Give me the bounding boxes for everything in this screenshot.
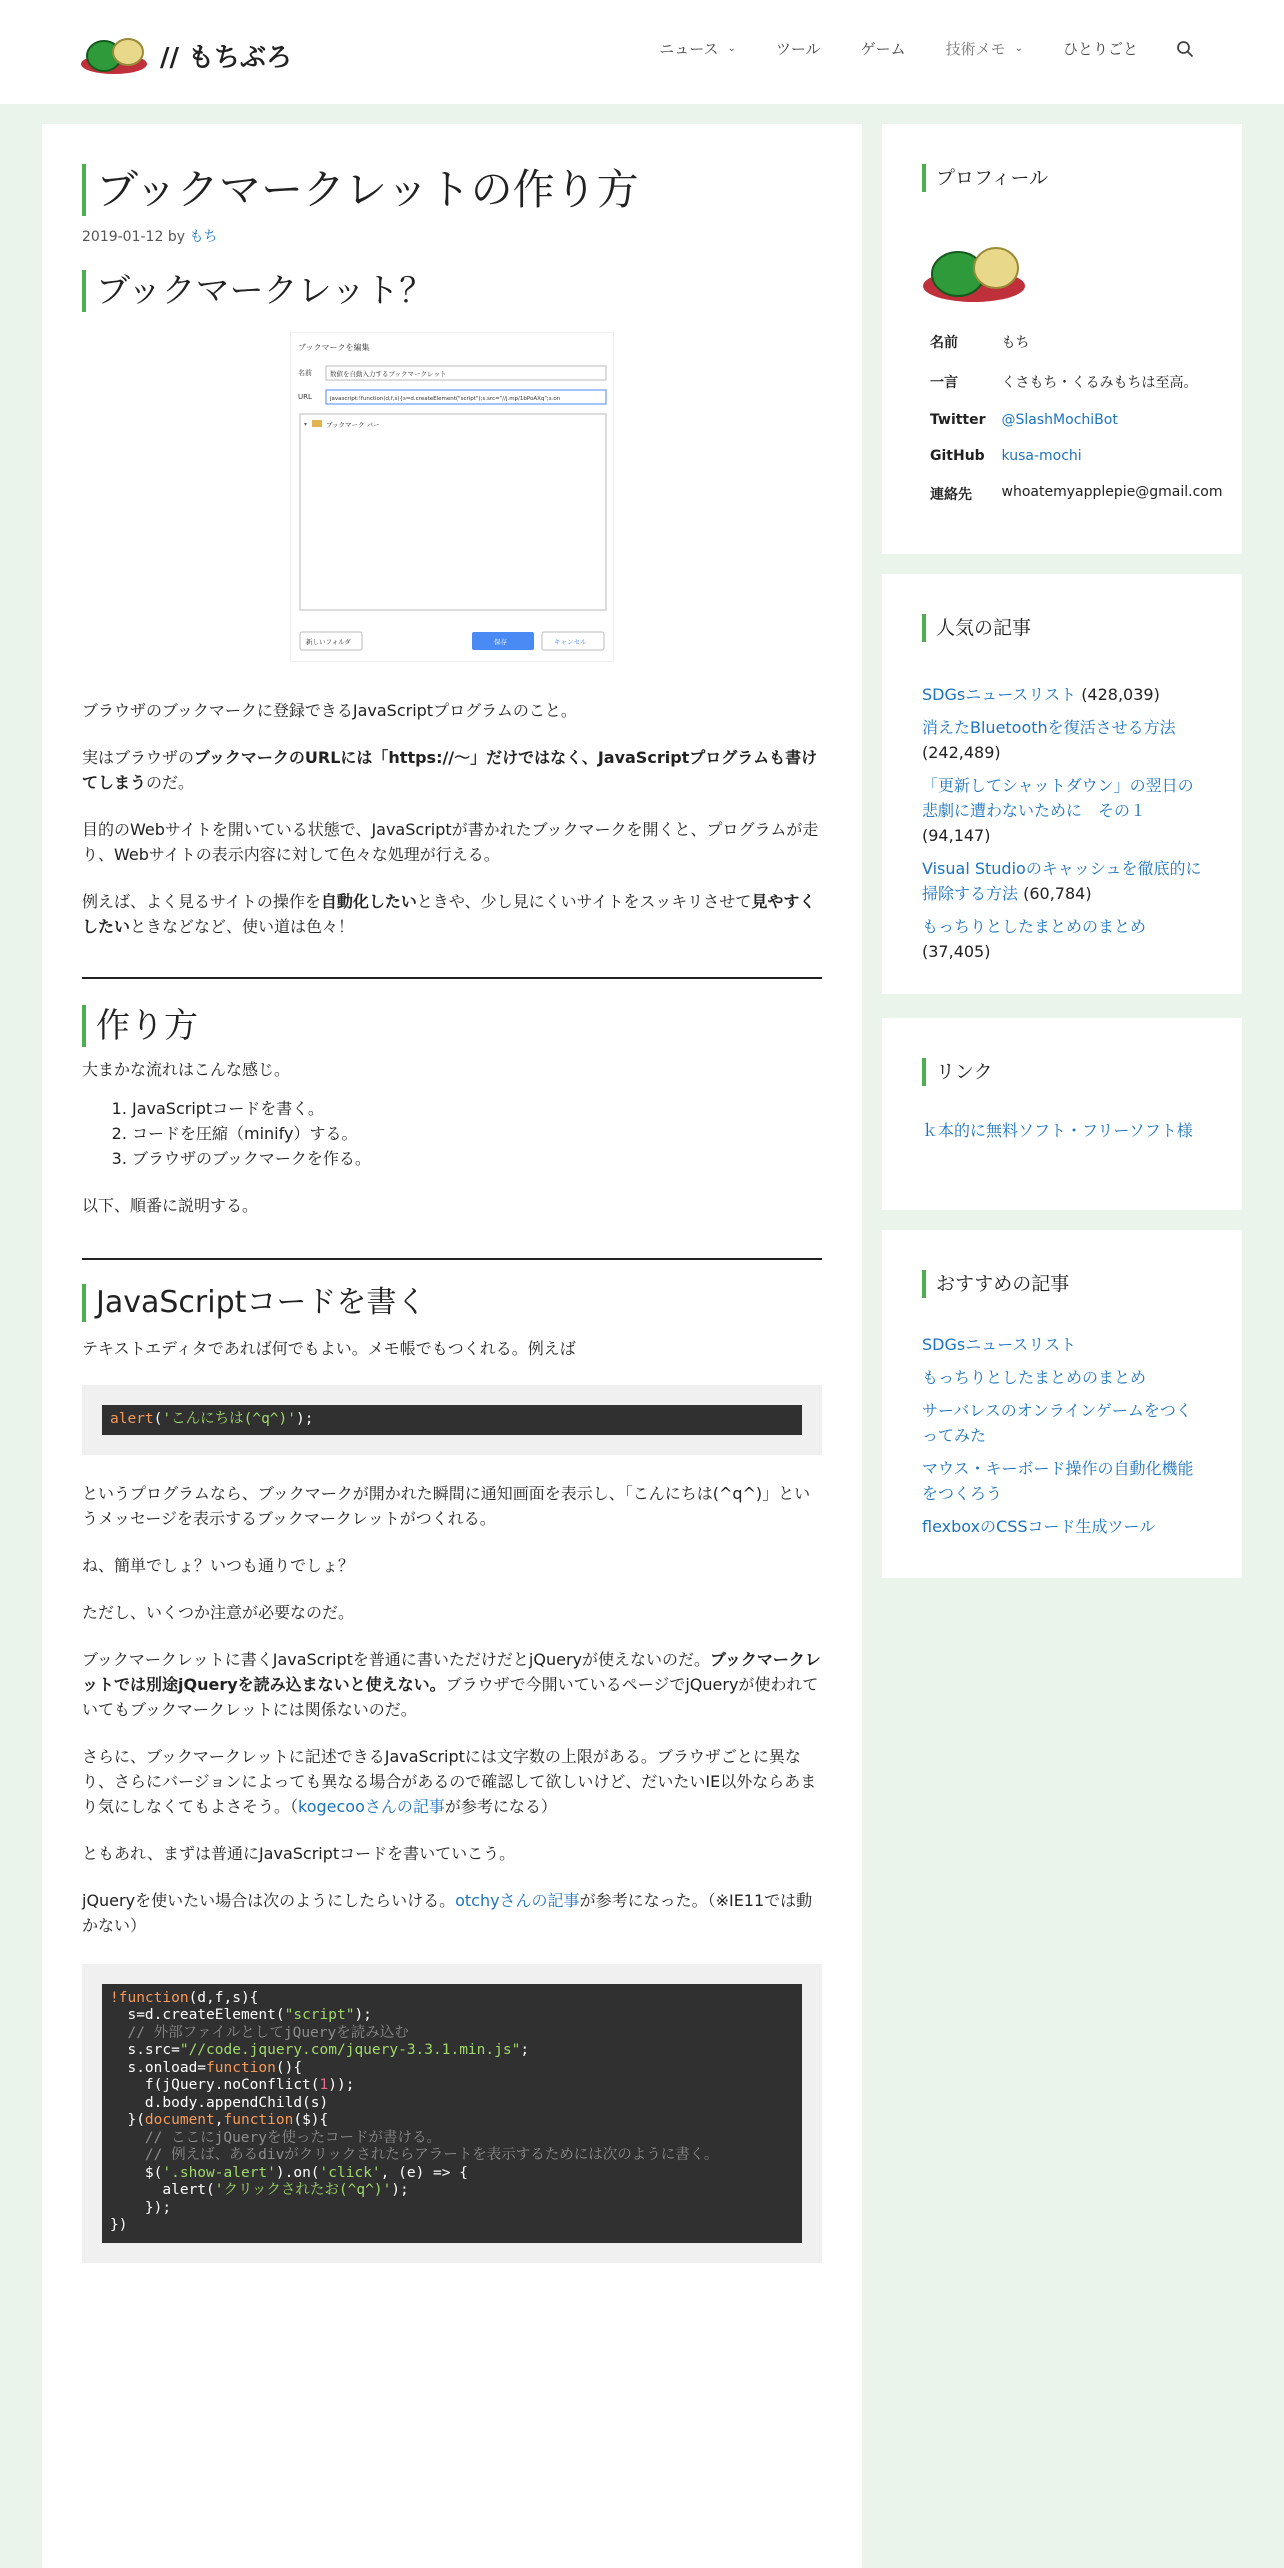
profile-label: 一言 (930, 375, 958, 391)
code-block (82, 1385, 822, 1455)
paragraph: ブラウザのブックマークに登録できるJavaScriptプログラムのこと。 (82, 701, 577, 720)
recommended-widget (882, 1230, 1242, 1578)
popular-post-link[interactable]: 消えたBluetoothを復活させる方法 (922, 718, 1176, 737)
table-row (922, 438, 1231, 474)
links-widget (882, 1018, 1242, 1210)
profile-table (922, 322, 1231, 514)
chevron-down-icon: ⌄ (1014, 43, 1023, 54)
recommended-post-link[interactable]: SDGsニュースリスト (922, 1335, 1077, 1354)
nav-item-label: 技術メモ (945, 40, 1006, 58)
list-item (922, 1332, 1202, 1357)
view-count: (37,405) (922, 942, 991, 961)
view-count: (428,039) (1081, 685, 1160, 704)
nav-item-news[interactable] (659, 38, 736, 59)
kogecoo-article-link[interactable]: kogecooさんの記事 (298, 1796, 445, 1816)
paragraph: 例えば、よく見るサイトの操作を自動化したいときや、少し見にくいサイトをスッキリさせて見やすくしたいときなどなど、使い道は色々！ (82, 892, 816, 936)
profile-label: GitHub (930, 448, 985, 464)
profile-value: もち (1001, 335, 1030, 351)
new-folder-button: 新しいフォルダ (306, 638, 351, 646)
name-value: 数値を自動入力するブックマークレット (330, 370, 447, 378)
list-item (922, 914, 1202, 964)
widget-title: プロフィール (922, 164, 1202, 192)
paragraph: 大まかな流れはこんな感じ。 (82, 1060, 291, 1079)
list-item: 2. コードを圧縮（minify）する。 (132, 1121, 822, 1146)
nav-item-tech-notes[interactable] (946, 38, 1023, 59)
site-header (0, 0, 1284, 104)
save-button: 保存 (494, 638, 507, 646)
paragraph: ただし、いくつか注意が必要なのだ。 (82, 1602, 355, 1622)
cancel-button: キャンセル (554, 638, 587, 646)
divider (82, 1258, 822, 1260)
list-item (922, 1365, 1202, 1390)
table-row (922, 362, 1231, 402)
paragraph: ね、簡単でしょ？いつも通りでしょ？ (82, 1555, 355, 1575)
nav-item-label: ツール (775, 40, 821, 58)
paragraph: jQueryを使いたい場合は次のようにしたらいける。otchyさんの記事が参考になった。（※IE11では動かない） (82, 1890, 813, 1935)
code-jquery-loader: !function(d,f,s){ s=d.createElement("script"); // 外部ファイルとしてjQueryを読み込む s.src="//code.jquery.com/jquery-3.3.1.min.js"; s.onload=function(){ f(jQuery.noConflict(1)); d.body.appendChild(s) }(document,function($){ // ここにjQueryを使ったコードが書ける。 // 例えば、あるdivがクリックされたらアラートを表示するためには次のように書く。 $('.show-alert').on('click', (e) => { alert('クリックされたお(^q^)'); }); }) (102, 1984, 802, 2243)
popular-post-link[interactable]: 「更新してシャットダウン」の翌日の悲劇に遭わないために その１ (922, 776, 1194, 820)
list-item: 3. ブラウザのブックマークを作る。 (132, 1146, 822, 1171)
list-item (922, 1514, 1202, 1539)
github-link[interactable]: kusa-mochi (1001, 448, 1082, 464)
list-item (922, 1398, 1202, 1448)
profile-label: 連絡先 (930, 487, 972, 503)
list-item (922, 1118, 1202, 1143)
heading-what-is-bookmarklet: ブックマークレット？ (82, 270, 822, 312)
view-count: (242,489) (922, 743, 1001, 762)
popular-posts-widget (882, 574, 1242, 994)
widget-title: 人気の記事 (922, 614, 1202, 642)
external-link[interactable]: ｋ本的に無料ソフト・フリーソフト様 (922, 1121, 1193, 1140)
article (42, 124, 862, 2568)
popular-post-link[interactable]: SDGsニュースリスト (922, 685, 1077, 704)
search-icon[interactable] (1176, 40, 1194, 58)
list-item: 1. JavaScriptコードを書く。 (132, 1096, 822, 1121)
nav-item-monologue[interactable] (1063, 38, 1138, 59)
list-item (922, 1456, 1202, 1506)
author-link[interactable]: もち (189, 229, 218, 245)
steps-list (132, 1096, 822, 1171)
otchy-article-link[interactable]: otchyさんの記事 (455, 1890, 580, 1910)
list-item (922, 856, 1202, 906)
list-item (922, 682, 1202, 707)
list-item (922, 715, 1202, 765)
list-item (922, 773, 1202, 848)
emphasis: 自動化したい (320, 892, 417, 911)
paragraph: 実はブラウザのブックマークのURLには「https://～」だけではなく、JavaScriptプログラムも書けてしまうのだ。 (82, 748, 818, 792)
table-row (922, 402, 1231, 438)
profile-label: 名前 (930, 335, 958, 351)
profile-widget (882, 124, 1242, 554)
profile-value: whoatemyapplepie@gmail.com (1001, 484, 1223, 500)
paragraph: ブックマークレットに書くJavaScriptを普通に書いただけだとjQueryが使えないのだ。ブックマークレットでは別途jQueryを読み込まないと使えない。ブラウザで今開いているページでjQueryが使われていてもブックマークレットには関係ないのだ。 (82, 1649, 821, 1719)
main-nav (619, 38, 1194, 59)
heading-how-to: 作り方 (82, 1005, 822, 1047)
nav-item-label: ニュース (659, 40, 719, 58)
article-meta (82, 226, 822, 246)
widget-title: リンク (922, 1058, 1202, 1086)
links-list (922, 1118, 1202, 1143)
paragraph: 目的のWebサイトを開いている状態で、JavaScriptが書かれたブックマークを開くと、プログラムが走り、Webサイトの表示内容に対して色々な処理が行える。 (82, 820, 819, 864)
nav-item-label: ひとりごと (1062, 40, 1138, 58)
site-logo-link[interactable] (80, 34, 292, 76)
avatar (922, 242, 1026, 304)
name-label: 名前 (298, 369, 312, 377)
emphasis: ブックマークレットでは別途jQueryを読み込まないと使えない。 (82, 1649, 821, 1694)
popular-posts-list (922, 682, 1202, 964)
popular-post-link[interactable]: もっちりとしたまとめのまとめ (922, 917, 1147, 936)
recommended-post-link[interactable]: flexboxのCSSコード生成ツール (922, 1517, 1156, 1536)
site-title[interactable]: // もちぶろ (160, 42, 293, 73)
table-row (922, 474, 1231, 514)
post-date: 2019-01-12 (82, 229, 164, 245)
code-alert: alert('こんにちは(^q^)'); (102, 1405, 802, 1435)
nav-item-label: ゲーム (860, 40, 906, 58)
folder-label: ブックマーク バー (326, 421, 380, 429)
mochi-logo-icon (80, 34, 148, 76)
url-label: URL (298, 393, 312, 401)
twitter-link[interactable]: @SlashMochiBot (1001, 412, 1118, 428)
recommended-post-link[interactable]: マウス・キーボード操作の自動化機能をつくろう (922, 1459, 1194, 1503)
recommended-post-link[interactable]: サーバレスのオンラインゲームをつくってみた (922, 1401, 1192, 1445)
recommended-post-link[interactable]: もっちりとしたまとめのまとめ (922, 1368, 1147, 1387)
view-count: (60,784) (1023, 884, 1092, 903)
emphasis: ブックマークのURLには「https://～」だけではなく、JavaScriptプログラムも書けてしまう (82, 748, 818, 792)
paragraph: テキストエディタであれば何でもよい。メモ帳でもつくれる。例えば (82, 1339, 576, 1358)
nav-item-games[interactable] (861, 38, 906, 59)
svg-text:▾: ▾ (304, 421, 308, 428)
paragraph: ともあれ、まずは普通にJavaScriptコードを書いていこう。 (82, 1843, 516, 1863)
divider (82, 977, 822, 979)
recommended-list (922, 1332, 1202, 1539)
paragraph: 以下、順番に説明する。 (82, 1196, 259, 1215)
paragraph: というプログラムなら、ブックマークが開かれた瞬間に通知画面を表示し、「こんにちは(^q^)」というメッセージを表示するブックマークレットがつくれる。 (82, 1483, 811, 1528)
nav-item-tools[interactable] (776, 38, 821, 59)
code-block (82, 1964, 822, 2263)
dialog-title: ブックマークを編集 (298, 343, 370, 352)
widget-title: おすすめの記事 (922, 1270, 1202, 1298)
bookmark-edit-dialog-image (290, 332, 614, 662)
view-count: (94,147) (922, 826, 991, 845)
url-value: javascript:!function(d,f,s){s=d.createElement("script");s.src="//j.mp/1bPoAXq";s.on (330, 396, 561, 402)
profile-label: Twitter (930, 412, 986, 428)
table-row (922, 322, 1231, 362)
popular-post-link[interactable]: Visual Studioのキャッシュを徹底的に掃除する方法 (922, 859, 1202, 903)
profile-value: くさもち・くるみもちは至高。 (1001, 375, 1198, 391)
chevron-down-icon: ⌄ (727, 43, 736, 54)
article-title: ブックマークレットの作り方 (82, 164, 822, 216)
heading-write-js: JavaScriptコードを書く (82, 1284, 822, 1322)
paragraph: さらに、ブックマークレットに記述できるJavaScriptには文字数の上限がある。ブラウザごとに異なり、さらにバージョンによっても異なる場合があるので確認して欲しいけど、だいたいIE以外ならあまり気にしなくてもよさそう。（kogecooさんの記事が参考になる） (82, 1746, 817, 1816)
emphasis: 見やすくしたい (82, 892, 816, 936)
by-label: by (167, 229, 185, 245)
